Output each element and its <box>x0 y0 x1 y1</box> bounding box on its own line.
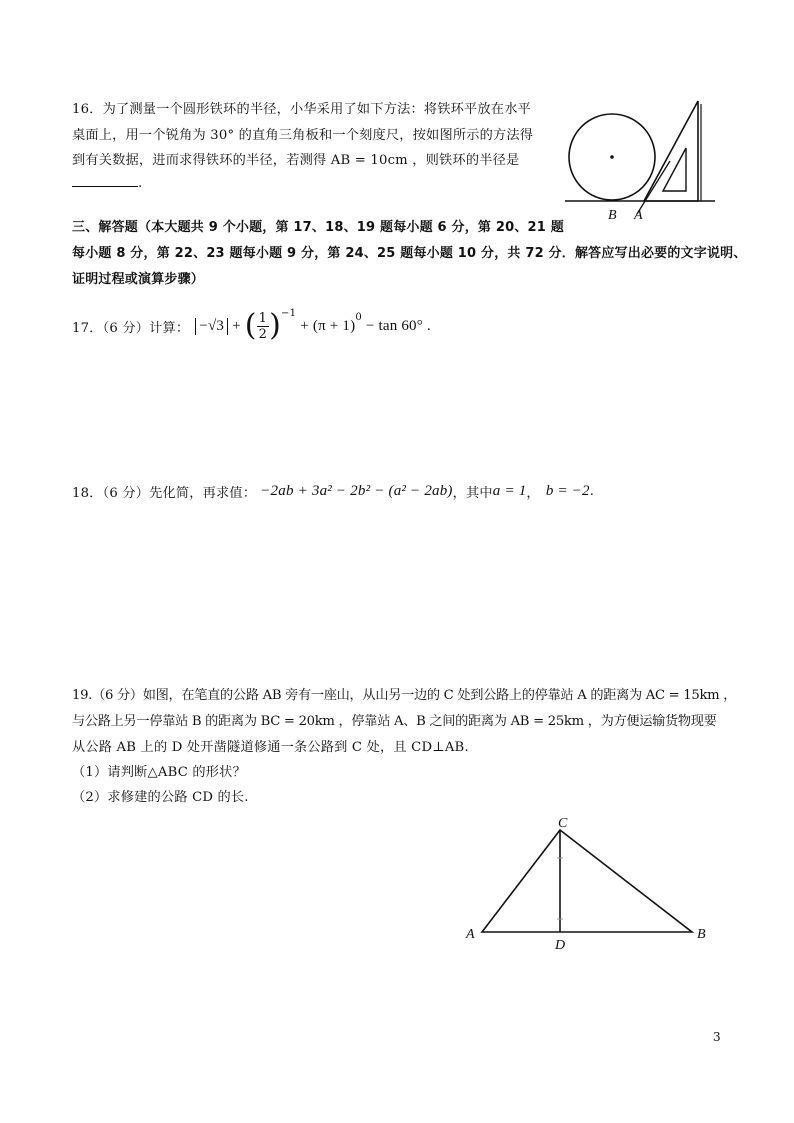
q16-line-4: . <box>72 174 142 191</box>
q17-tail: − tan 60° . <box>365 317 431 334</box>
label-A: A <box>466 927 475 942</box>
q18-prefix: 18．（6 分）先化简，再求值： <box>72 486 257 501</box>
q19-figure <box>460 810 720 960</box>
triangle-abc <box>482 830 692 932</box>
q19-subquestion-1: （1）请判断△ABC 的形状？ <box>72 765 246 780</box>
q19-line-1: 19.（6 分）如图，在笔直的公路 AB 旁有一座山，从山另一边的 C 处到公路上的停靠站 A 的距离为 AC = 15km ， <box>72 688 737 703</box>
q19-line-3: 从公路 AB 上的 D 处开凿隧道修通一条公路到 C 处，且 CD⊥AB. <box>72 740 469 755</box>
q16-line-3: 到有关数据，进而求得铁环的半径，若测得 AB = 10cm ，则铁环的半径是 <box>72 153 520 168</box>
q17-paren: (π + 1) <box>312 317 356 334</box>
page-number: 3 <box>713 1030 721 1044</box>
q17: 17．（6 分）计算： −√3 + ( 1 2 ) −1 + (π + 1) 0 − tan 60° . <box>72 308 431 343</box>
q17-exponent-2: 0 <box>355 312 362 323</box>
q16-line-2: 桌面上，用一个锐角为 30° 的直角三角板和一个刻度尺，按如图所示的方法得 <box>72 128 534 143</box>
q16-figure <box>560 96 720 226</box>
q18-condition-a: a = 1 <box>492 483 527 499</box>
section-3-line-3: 证明过程或演算步骤） <box>72 272 205 287</box>
section-3-line-2: 每小题 8 分，第 22、23 题每小题 9 分，第 24、25 题每小题 10 分，共 72 分．解答应写出必要的文字说明、 <box>72 246 747 261</box>
q17-fraction: 1 2 <box>258 310 268 342</box>
q16-line-1: 16．为了测量一个圆形铁环的半径，小华采用了如下方法：将铁环平放在水平 <box>72 102 531 117</box>
label-D: D <box>555 938 566 953</box>
label-C: C <box>558 816 568 831</box>
q18-mid: ，其中 <box>452 486 493 501</box>
set-square-outer <box>644 101 698 201</box>
set-square-inner <box>663 148 686 191</box>
q18-expression: −2ab + 3a² − 2b² − (a² − 2ab) <box>260 483 453 499</box>
section-3-line-1: 三、解答题（本大题共 9 个小题，第 17、18、19 题每小题 6 分，第 20、21 题 <box>72 220 564 235</box>
q18-condition-b: b = −2 <box>545 483 590 499</box>
q17-absolute-value: −√3 <box>195 318 228 335</box>
q19-subquestion-2: （2）求修建的公路 CD 的长. <box>72 790 249 805</box>
circle-center <box>610 155 614 159</box>
q19-line-2: 与公路上另一停靠站 B 的距离为 BC = 20km ，停靠站 A、B 之间的距离为 AB = 25km ，为方便运输货物现要 <box>72 714 717 729</box>
q17-prefix: 17．（6 分）计算： <box>72 320 190 336</box>
answer-blank <box>72 174 138 187</box>
q18: 18．（6 分）先化简，再求值： −2ab + 3a² − 2b² − (a² − 2ab) ，其中 a = 1 ， b = −2 . <box>72 483 595 501</box>
label-B: B <box>697 927 706 942</box>
label-B: B <box>608 208 617 223</box>
q17-exponent-1: −1 <box>281 308 297 319</box>
label-A: A <box>634 208 643 223</box>
